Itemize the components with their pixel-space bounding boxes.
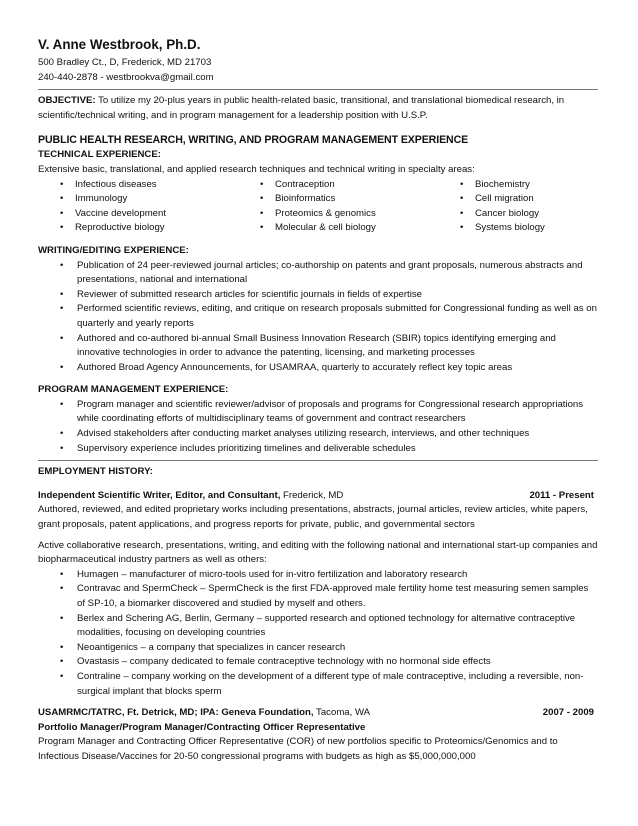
bullet-icon: • bbox=[460, 207, 464, 219]
writing-experience-list bbox=[38, 259, 598, 376]
bullet-icon: • bbox=[60, 193, 64, 205]
bullet-icon: • bbox=[460, 193, 464, 205]
bullet-icon: • bbox=[460, 178, 464, 190]
bullet-icon: • bbox=[60, 612, 64, 624]
program-management-title: PROGRAM MANAGEMENT EXPERIENCE: bbox=[38, 384, 229, 396]
specialty-area: • Bioinformatics bbox=[238, 192, 438, 207]
bullet-icon: • bbox=[60, 222, 64, 234]
job-description: Active collaborative research, presentations, writing, and editing with the following national and international start-up companies and biopharmaceutical industry partners as well as others: bbox=[38, 539, 598, 566]
bullet-icon: • bbox=[60, 361, 64, 373]
address-line: 500 Bradley Ct., D, Frederick, MD 21703 bbox=[38, 57, 212, 68]
job-role: Portfolio Manager/Program Manager/Contracting Officer Representative bbox=[38, 721, 366, 733]
specialty-area: • Systems biology bbox=[438, 221, 598, 236]
bullet-icon: • bbox=[260, 193, 264, 205]
list-item: • Authored and co-authored bi-annual Small Business Innovation Research (SBIR) topics identifying emerging and innovative technologies in order to advance the patenting, licensing, and marketing processes bbox=[38, 332, 598, 361]
job-dates: 2011 - Present bbox=[529, 489, 594, 501]
experience-section-title: PUBLIC HEALTH RESEARCH, WRITING, AND PROGRAM MANAGEMENT EXPERIENCE bbox=[38, 134, 469, 147]
bullet-icon: • bbox=[60, 641, 64, 653]
specialty-area: • Molecular & cell biology bbox=[238, 221, 438, 236]
specialty-area: • Cell migration bbox=[438, 192, 598, 207]
bullet-icon: • bbox=[60, 583, 64, 595]
technical-intro: Extensive basic, translational, and applied research techniques and technical writing in specialty areas: bbox=[38, 163, 475, 175]
specialty-area: • Vaccine development bbox=[38, 207, 238, 222]
job-heading bbox=[38, 489, 598, 504]
bullet-icon: • bbox=[60, 288, 64, 300]
list-item: • Performed scientific reviews, editing, and critique on research proposals submitted for Congressional funding as well as on quarterly and yearly reports bbox=[38, 302, 598, 331]
list-item: • Supervisory experience includes prioritizing timelines and deliverable schedules bbox=[38, 442, 598, 457]
bullet-icon: • bbox=[60, 178, 64, 190]
bullet-icon: • bbox=[260, 178, 264, 190]
objective bbox=[38, 94, 598, 123]
candidate-name: V. Anne Westbrook, Ph.D. bbox=[38, 37, 201, 52]
bullet-icon: • bbox=[60, 656, 64, 668]
bullet-icon: • bbox=[260, 222, 264, 234]
job-description: Authored, reviewed, and edited proprietary works including presentations, abstracts, journal articles, review articles, white papers, grant proposals, patent applications, and progress reports for private, public, and governmental sectors bbox=[38, 504, 588, 531]
program-management-list bbox=[38, 398, 598, 456]
header-divider bbox=[38, 89, 598, 90]
specialty-area: • Reproductive biology bbox=[38, 221, 238, 236]
specialty-areas-grid bbox=[38, 178, 598, 236]
objective-label: OBJECTIVE: bbox=[38, 95, 96, 107]
job-title-line: USAMRMC/TATRC, Ft. Detrick, MD; IPA: Geneva Foundation, Tacoma, WA bbox=[38, 707, 371, 719]
list-item: • Berlex and Schering AG, Berlin, Germany – supported research and optioned technology for alternative contraceptive modalities, focusing on developing countries bbox=[38, 612, 598, 641]
specialty-area: • Proteomics & genomics bbox=[238, 207, 438, 222]
specialty-area: • Infectious diseases bbox=[38, 178, 238, 193]
list-item: • Advised stakeholders after conducting market analyses utilizing research, interviews, and other techniques bbox=[38, 427, 598, 442]
specialty-area: • Cancer biology bbox=[438, 207, 598, 222]
list-item: • Authored Broad Agency Announcements, for USAMRAA, quarterly to accurately reflect key topic areas bbox=[38, 361, 598, 376]
list-item: • Contravac and SpermCheck – SpermCheck is the first FDA-approved male fertility home test measuring semen samples of SP-10, a biomarker discovered and studied by myself and others. bbox=[38, 582, 598, 611]
list-item: • Reviewer of submitted research articles for scientific journals in fields of expertise bbox=[38, 288, 598, 303]
list-item: • Contraline – company working on the development of a different type of male contraceptive, including a reversible, non-surgical implant that blocks sperm bbox=[38, 670, 598, 699]
employment-divider bbox=[38, 460, 598, 461]
job-title-line: Independent Scientific Writer, Editor, and Consultant, Frederick, MD bbox=[38, 489, 344, 501]
partner-list bbox=[38, 568, 598, 699]
bullet-icon: • bbox=[460, 222, 464, 234]
bullet-icon: • bbox=[60, 670, 64, 682]
employment-history-title: EMPLOYMENT HISTORY: bbox=[38, 466, 153, 478]
list-item: • Publication of 24 peer-reviewed journal articles; co-authorship on patents and grant proposals, numerous abstracts and presentations, national and international bbox=[38, 259, 598, 288]
bullet-icon: • bbox=[60, 303, 64, 315]
job-heading bbox=[38, 706, 598, 721]
objective-text: To utilize my 20-plus years in public health-related basic, transitional, and translational biomedical research, in scientific/technical writing, and in program management for a leadership position with U.S.P. bbox=[38, 95, 565, 121]
contact-line: 240-440-2878 - westbrookva@gmail.com bbox=[38, 71, 214, 83]
list-item: • Ovastasis – company dedicated to female contraceptive technology with no hormonal side effects bbox=[38, 655, 598, 670]
specialty-area: • Contraception bbox=[238, 178, 438, 193]
job-description: Program Manager and Contracting Officer Representative (COR) of new portfolios specific to Proteomics/Genomics and to Infectious Disease/Vaccines for 20-50 congressional programs with budgets as high as $5,000,000,000 bbox=[38, 736, 558, 762]
specialty-area: • Biochemistry bbox=[438, 178, 598, 193]
job-dates: 2007 - 2009 bbox=[542, 707, 594, 719]
technical-experience-title: TECHNICAL EXPERIENCE: bbox=[38, 149, 161, 161]
bullet-icon: • bbox=[60, 332, 64, 344]
list-item: • Humagen – manufacturer of micro-tools used for in-vitro fertilization and laboratory research bbox=[38, 568, 598, 583]
resume-page bbox=[38, 36, 598, 765]
list-item: • Program manager and scientific reviewer/advisor of proposals and programs for Congressional research appropriations while coordinating efforts of multidisciplinary teams of government and contract researchers bbox=[38, 398, 598, 427]
writing-experience-title: WRITING/EDITING EXPERIENCE: bbox=[38, 244, 189, 256]
specialty-area: • Immunology bbox=[38, 192, 238, 207]
list-item: • Neoantigenics – a company that specializes in cancer research bbox=[38, 641, 598, 656]
bullet-icon: • bbox=[60, 207, 64, 219]
bullet-icon: • bbox=[260, 207, 264, 219]
bullet-icon: • bbox=[60, 442, 64, 454]
bullet-icon: • bbox=[60, 428, 64, 440]
bullet-icon: • bbox=[60, 259, 64, 271]
bullet-icon: • bbox=[60, 398, 64, 410]
bullet-icon: • bbox=[60, 568, 64, 580]
